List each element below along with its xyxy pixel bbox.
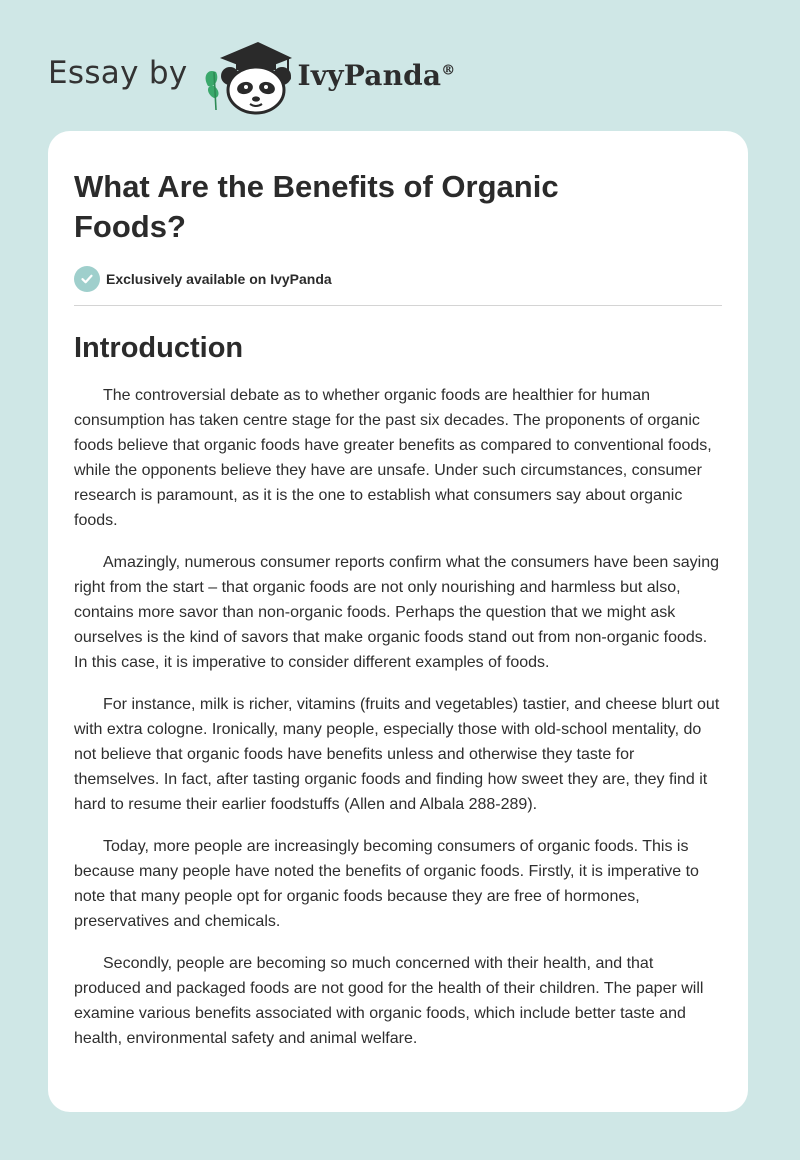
section-heading: Introduction: [74, 332, 244, 364]
paragraph: Amazingly, numerous consumer reports confirm what the consumers have been saying right from the start – that organic foods are not only nourishing and harmless but also, contains more savor than non-organic foods. Perhaps the question that we might ask ourselves is the kind of savors that make organic foods stand out from non-organic foods. In this case, it is imperative to consider different examples of foods.: [74, 554, 719, 671]
brand-prefix: Essay by: [48, 55, 188, 91]
article-body: [74, 383, 722, 1051]
paragraph: The controversial debate as to whether organic foods are healthier for human consumption has taken centre stage for the past six decades. The proponents of organic foods believe that organic foods have greater benefits as compared to conventional foods, while the opponents believe they have are unsafe. Under such circumstances, consumer research is paramount, as it is the one to establish what consumers say about organic foods.: [74, 387, 712, 529]
check-circle-icon: [74, 266, 100, 292]
paragraph: Secondly, people are becoming so much concerned with their health, and that produced and packaged foods are not good for the health of their children. The paper will examine various benefits associated with organic foods, which include better taste and health, environmental safety and animal welfare.: [74, 955, 704, 1047]
brand-name: IvyPanda®: [297, 58, 456, 92]
exclusive-badge: [74, 266, 722, 292]
panda-graduate-icon: [200, 36, 296, 116]
article-card: [48, 131, 748, 1112]
article-title: What Are the Benefits of Organic Foods?: [74, 169, 559, 244]
exclusive-label: Exclusively available on IvyPanda: [106, 271, 332, 287]
brand-header[interactable]: [48, 36, 455, 116]
paragraph: Today, more people are increasingly becoming consumers of organic foods. This is because many people have noted the benefits of organic foods. Firstly, it is imperative to note that many people opt for organic foods because they are free of hormones, preservatives and chemicals.: [74, 838, 699, 930]
paragraph: For instance, milk is richer, vitamins (fruits and vegetables) tastier, and cheese blurt out with extra cologne. Ironically, many people, especially those with old-school mentality, do not believe that organic foods have benefits unless and otherwise they taste for themselves. In fact, after tasting organic foods and finding how sweet they are, they find it hard to resume their earlier foodstuffs (Allen and Albala 288-289).: [74, 696, 720, 813]
divider: [74, 305, 722, 306]
